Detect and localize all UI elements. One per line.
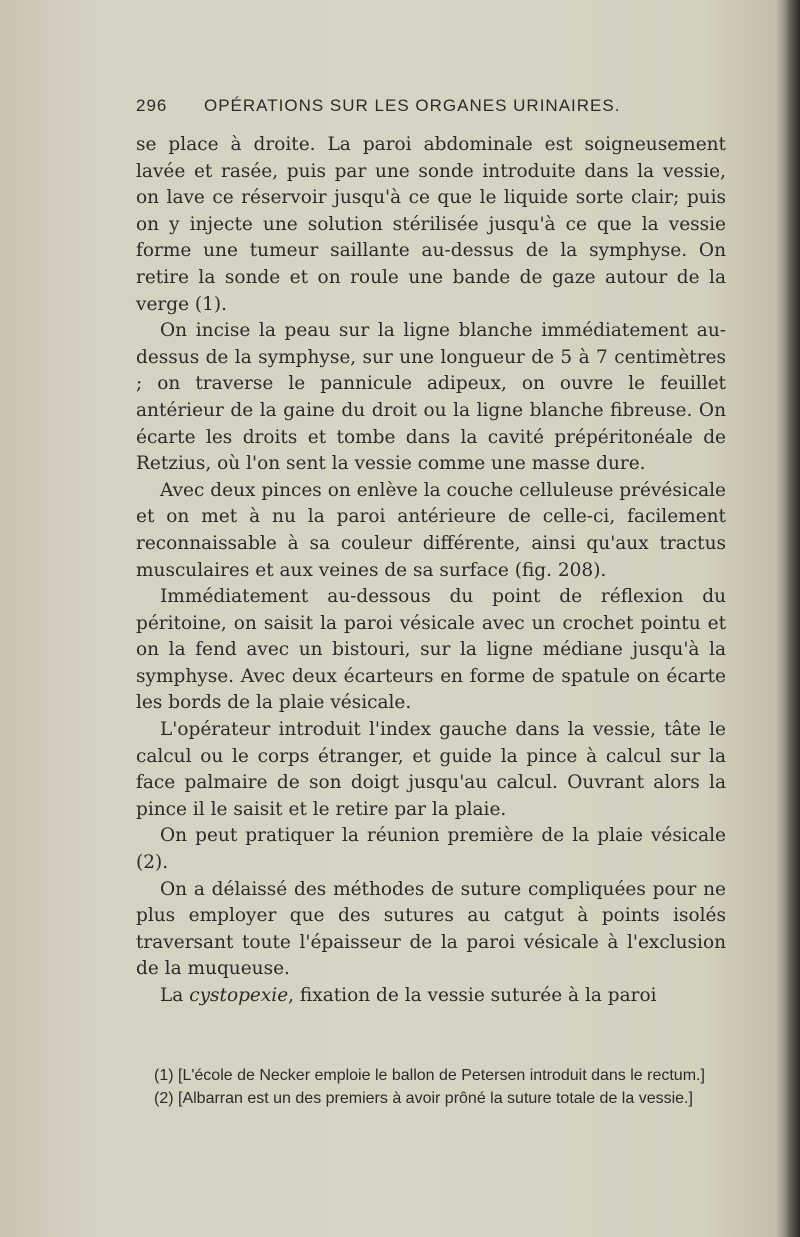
paragraph-last-rest: , fixation de la vessie suturée à la paroi: [288, 985, 657, 1006]
footnote-2: (2) [Albarran est un des premiers à avoir prôné la suture totale de la vessie.]: [154, 1090, 693, 1107]
footnote-1: (1) [L'école de Necker emploie le ballon de Petersen introduit dans le rectum.]: [154, 1067, 705, 1084]
paragraph: L'opérateur introduit l'index gauche dans la vessie, tâte le calcul ou le corps étranger, et guide la pince à calcul sur la face palmaire de son doigt jusqu'au calcul. Ouvrant alors la pince il le saisit et le retire par la plaie.: [136, 719, 726, 820]
paragraph: On peut pratiquer la réunion première de la plaie vésicale (2).: [136, 825, 726, 874]
paragraph: On incise la peau sur la ligne blanche immédiatement au-dessus de la symphyse, sur une longueur de 5 à 7 centimètres ; on traverse le pannicule adipeux, on ouvre le feuillet antérieur de la gaine du droit ou la ligne blanche fibreuse. On écarte les droits et tombe dans la cavité prépéritonéale de Retzius, où l'on sent la vessie comme une masse dure.: [136, 320, 726, 475]
page-header: [136, 96, 726, 122]
paragraph: Avec deux pinces on enlève la couche celluleuse prévésicale et on met à nu la paroi antérieure de celle-ci, facilement reconnaissable à sa couleur différente, ainsi qu'aux tractus musculaires et aux veines de sa surface (fig. 208).: [136, 479, 726, 581]
page-edge-shadow: [786, 0, 800, 1237]
paragraph: se place à droite. La paroi abdominale est soigneusement lavée et rasée, puis par une sonde introduite dans la vessie, on lave ce réservoir jusqu'à ce que le liquide sorte clair; puis on y injecte une solution stérilisée jusqu'à ce que la vessie forme une tumeur saillante au-dessus de la symphyse. On retire la sonde et on roule une bande de gaze autour de la verge (1).: [136, 134, 726, 315]
paragraph-last: [136, 983, 726, 1010]
running-title: OPÉRATIONS SUR LES ORGANES URINAIRES.: [204, 96, 621, 115]
page-number: 296: [136, 96, 168, 115]
paragraph-last-prefix: La: [160, 985, 190, 1006]
term-cystopexie: cystopexie: [189, 985, 289, 1006]
body-text: [136, 132, 726, 1010]
paragraph: Immédiatement au-dessous du point de réflexion du péritoine, on saisit la paroi vésicale avec un crochet pointu et on la fend avec un bistouri, sur la ligne médiane jusqu'à la symphyse. Avec deux écarteurs en forme de spatule on écarte les bords de la plaie vésicale.: [136, 586, 726, 714]
paragraph: On a délaissé des méthodes de suture compliquées pour ne plus employer que des sutures au catgut à points isolés traversant toute l'épaisseur de la paroi vésicale à l'exclusion de la muqueuse.: [136, 878, 726, 980]
footnotes: [136, 1066, 726, 1112]
